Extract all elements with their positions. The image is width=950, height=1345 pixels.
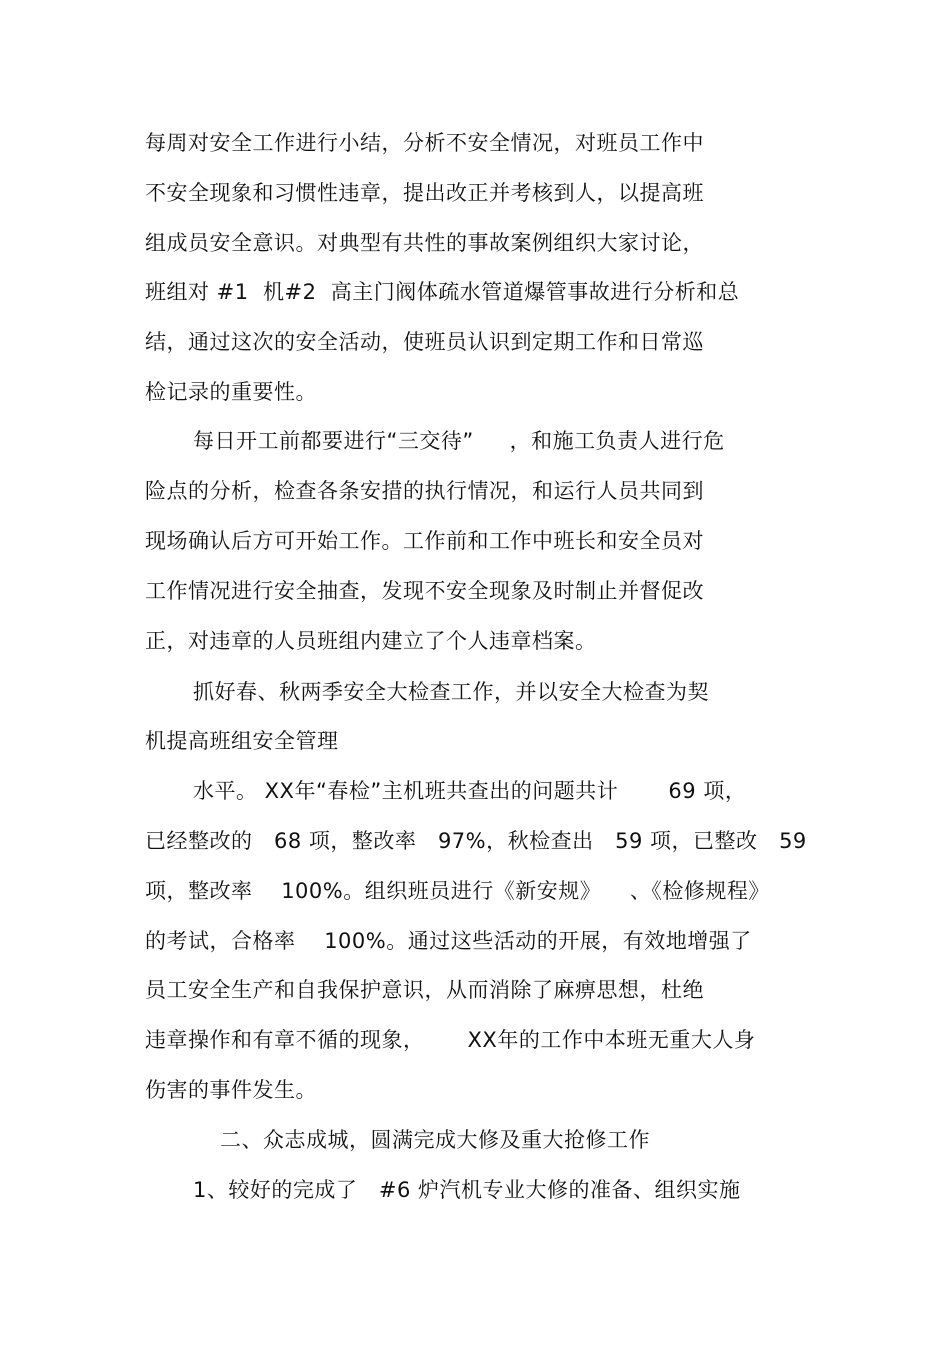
paragraph-line: 工作情况进行安全抽查，发现不安全现象及时制止并督促改 (145, 579, 704, 603)
section-heading: 二、众志成城，圆满完成大修及重大抢修工作 (220, 1128, 650, 1152)
paragraph-line: 机提高班组安全管理 (145, 729, 339, 753)
paragraph-line: 每周对安全工作进行小结，分析不安全情况，对班员工作中 (145, 131, 704, 155)
paragraph-line: 项，整改率 100%。组织班员进行《新安规》 、《检修规程》 (145, 879, 770, 903)
paragraph-line: 1、较好的完成了 #6 炉汽机专业大修的准备、组织实施 (193, 1178, 741, 1202)
paragraph-line: 组成员安全意识。对典型有共性的事故案例组织大家讨论， (145, 231, 704, 255)
paragraph-line: 伤害的事件发生。 (145, 1078, 317, 1102)
paragraph-line: 现场确认后方可开始工作。工作前和工作中班长和安全员对 (145, 529, 704, 553)
paragraph-line: 违章操作和有章不循的现象， XX年的工作中本班无重大人身 (145, 1028, 756, 1052)
paragraph-line: 抓好春、秋两季安全大检查工作，并以安全大检查为契 (193, 680, 709, 704)
paragraph-line: 的考试，合格率 100%。通过这些活动的开展，有效地增强了 (145, 929, 752, 953)
paragraph-line: 不安全现象和习惯性违章，提出改正并考核到人，以提高班 (145, 181, 704, 205)
paragraph-line: 员工安全生产和自我保护意识，从而消除了麻痹思想，杜绝 (145, 978, 704, 1002)
paragraph-line: 已经整改的 68 项，整改率 97%，秋检查出 59 项，已整改 59 (145, 829, 807, 853)
paragraph-line: 结，通过这次的安全活动，使班员认识到定期工作和日常巡 (145, 330, 704, 354)
paragraph-line: 每日开工前都要进行“三交待” ，和施工负责人进行危 (193, 429, 725, 453)
paragraph-line: 检记录的重要性。 (145, 380, 317, 404)
paragraph-line: 水平。 XX年“春检”主机班共查出的问题共计 69 项， (193, 779, 747, 803)
paragraph-line: 班组对 #1 机#2 高主门阀体疏水管道爆管事故进行分析和总 (145, 280, 740, 304)
paragraph-line: 正，对违章的人员班组内建立了个人违章档案。 (145, 629, 597, 653)
paragraph-line: 险点的分析，检查各条安措的执行情况，和运行人员共同到 (145, 479, 704, 503)
